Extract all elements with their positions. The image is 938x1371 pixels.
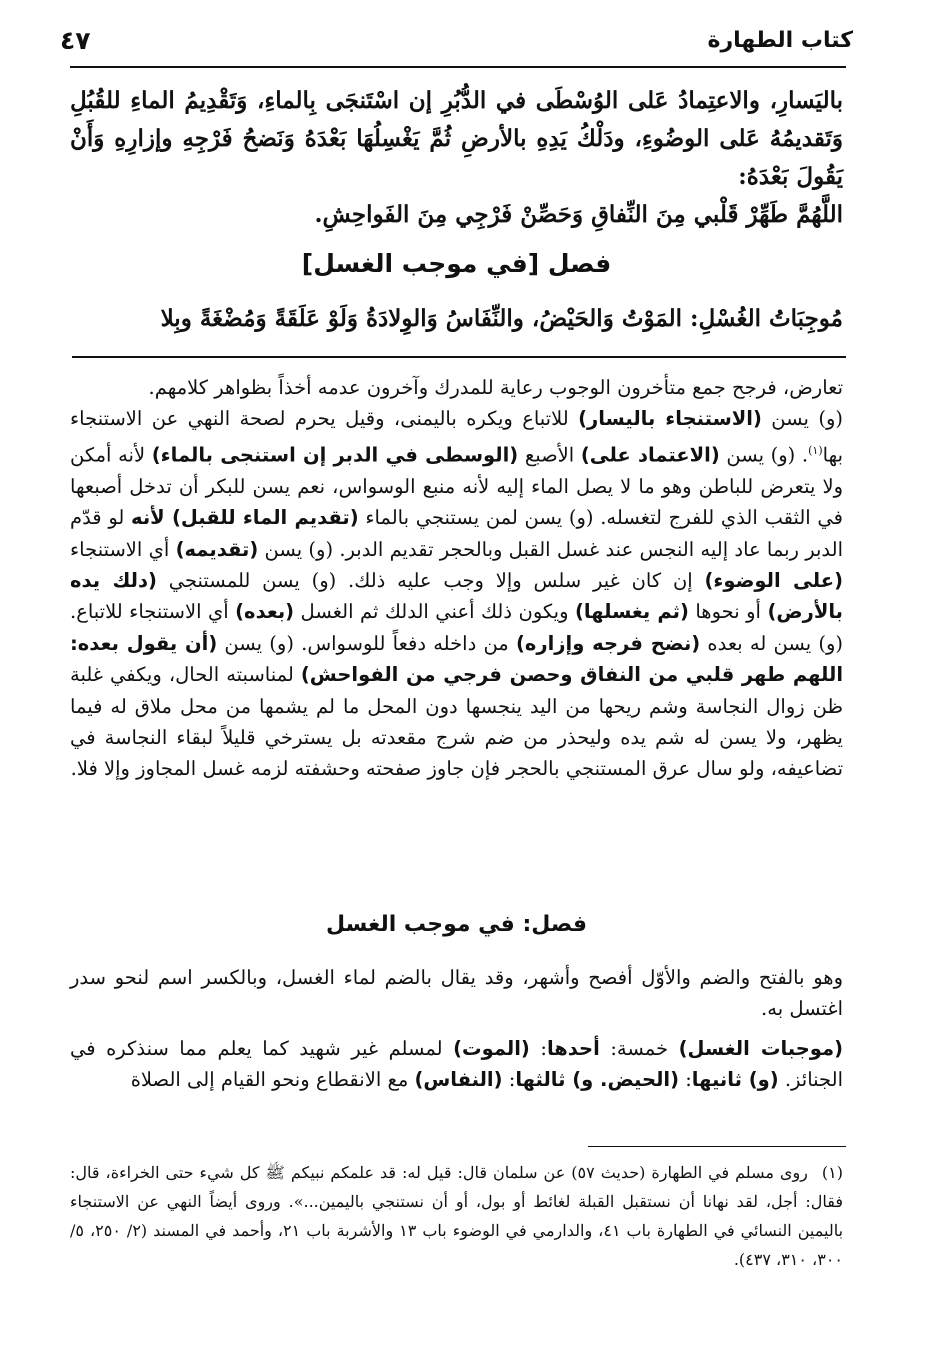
commentary-block	[70, 372, 843, 785]
commentary-paragraph: تعارض، فرجح جمع متأخرون الوجوب رعاية للمدرك وآخرون عدمه أخذاً بظواهر كلامهم.	[148, 376, 843, 399]
page-header	[60, 20, 853, 60]
footnote-number: (١)	[821, 1163, 843, 1182]
matn-block	[70, 82, 843, 234]
section-commentary	[70, 962, 843, 1104]
commentary-paragraph: وهو بالفتح والضم والأوّل أفصح وأشهر، وقد يقال بالضم لماء الغسل، وبالكسر اسم لنحو سدر اغتسل به.	[70, 966, 843, 1021]
matn-text: باليَسارِ، والاعتِمادُ عَلى الوُسْطَى في الدُّبُرِ إن اسْتَنجَى بِالماءِ، وَتَقْدِيمُ الماءِ للقُبُلِ وَتَقديمُهُ عَلى الوضُوءِ، ودَلْكُ يَدِهِ بالأرضِ ثُمَّ يَغْسِلُهَا بَعْدَهُ وَنَضحُ فَرْجِهِ وإزارِهِ وَأَنْ يَقُولَ بَعْدَهُ:	[70, 87, 843, 190]
matn-dua: اللَّهُمَّ طَهِّرْ قَلْبي مِنَ النِّفاقِ وَحَصِّنْ فَرْجِي مِنَ الفَواحِشِ.	[314, 201, 843, 228]
footnote	[70, 1158, 843, 1274]
header-rule	[70, 66, 846, 68]
footnote-text: (١)روى مسلم في الطهارة (حديث ٥٧) عن سلمان قال: قيل له: قد علمكم نبيكم ﷺ كل شيء حتى الخراءة، قال: فقال: أجل، لقد نهانا أن نستقبل القبلة لغائط أو بول، أو أن نستنجي باليمين...». وروى أيضاً النهي عن الاستنجاء باليمين النسائي في الطهارة باب ٤١، والدارمي في الوضوء باب ١٣ والأشربة باب ٢١، وأحمد في المسند (٢/ ٢٥٠، ٥/ ٣٠٠، ٣١٠، ٤٣٧).	[70, 1163, 844, 1269]
commentary-paragraph: (موجبات الغسل) خمسة: أحدها: (الموت) لمسلم غير شهيد كما يعلم مما سنذكره في الجنائز. (و) ثانيها: (الحيض. و) ثالثها: (النفاس) مع الانقطاع ونحو القيام إلى الصلاة	[70, 1036, 843, 1092]
page-number: ٤٧	[60, 25, 91, 55]
footnote-marker: (١)	[808, 443, 823, 457]
section-heading: فصل: في موجب الغسل	[326, 912, 587, 937]
running-title: كتاب الطهارة	[707, 27, 853, 53]
section-matn: مُوجِبَاتُ الغُسْلِ: المَوْتُ وَالحَيْضُ، والنِّفَاسُ وَالوِلادَةُ وَلَوْ عَلَقَةً وَمُضْغَةً وبِلا	[160, 305, 843, 332]
matn-sharh-divider	[72, 356, 846, 358]
section-title: فصل [في موجب الغسل]	[301, 249, 612, 278]
commentary-paragraph: (و) يسن (الاستنجاء باليسار) للاتباع ويكره باليمنى، وقيل يحرم لصحة النهي عن الاستنجاء بها$^{(١)}$. (و) يسن (الاعتماد على) الأصبع (الوسطى في الدبر إن استنجى بالماء) لأنه أمكن ولا يتعرض للباطن وهو ما لا يصل الماء إليه لأنه منبع الوسواس، نعم يسن للبكر أن تدخل أصبعها في الثقب الذي للفرج لتغسله. (و) يسن لمن يستنجي بالماء (تقديم الماء للقبل) لأنه لو قدّم الدبر ربما عاد إليه النجس عند غسل القبل وبالحجر تقديم الدبر. (و) يسن (تقديمه) أي الاستنجاء (على الوضوء) إن كان غير سلس وإلا وجب عليه ذلك. (و) يسن للمستنجي (دلك يده بالأرض) أو نحوها (ثم يغسلها) ويكون ذلك أعني الدلك ثم الغسل (بعده) أي الاستنجاء للاتباع. (و) يسن له بعده (نضح فرجه وإزاره) من داخله دفعاً للوسواس. (و) يسن (أن يقول بعده: اللهم طهر قلبي من النفاق وحصن فرجي من الفواحش) لمناسبته الحال، ويكفي غلبة ظن زوال النجاسة وشم ريحها من اليد ينجسها دون المحل ما لم يشمها من محل ملاق له فيما يظهر، ولا يسن له شم يده وليحذر من ضم شرج مقعدته بل يسترخي قليلاً لبقاء النجاسة في تضاعيفه، ولو سال عرق المستنجي بالحجر فإن جاوز صفحته وحشفته لزمه غسل المجاوز وإلا فلا.	[70, 407, 844, 781]
footnote-divider	[588, 1146, 846, 1147]
